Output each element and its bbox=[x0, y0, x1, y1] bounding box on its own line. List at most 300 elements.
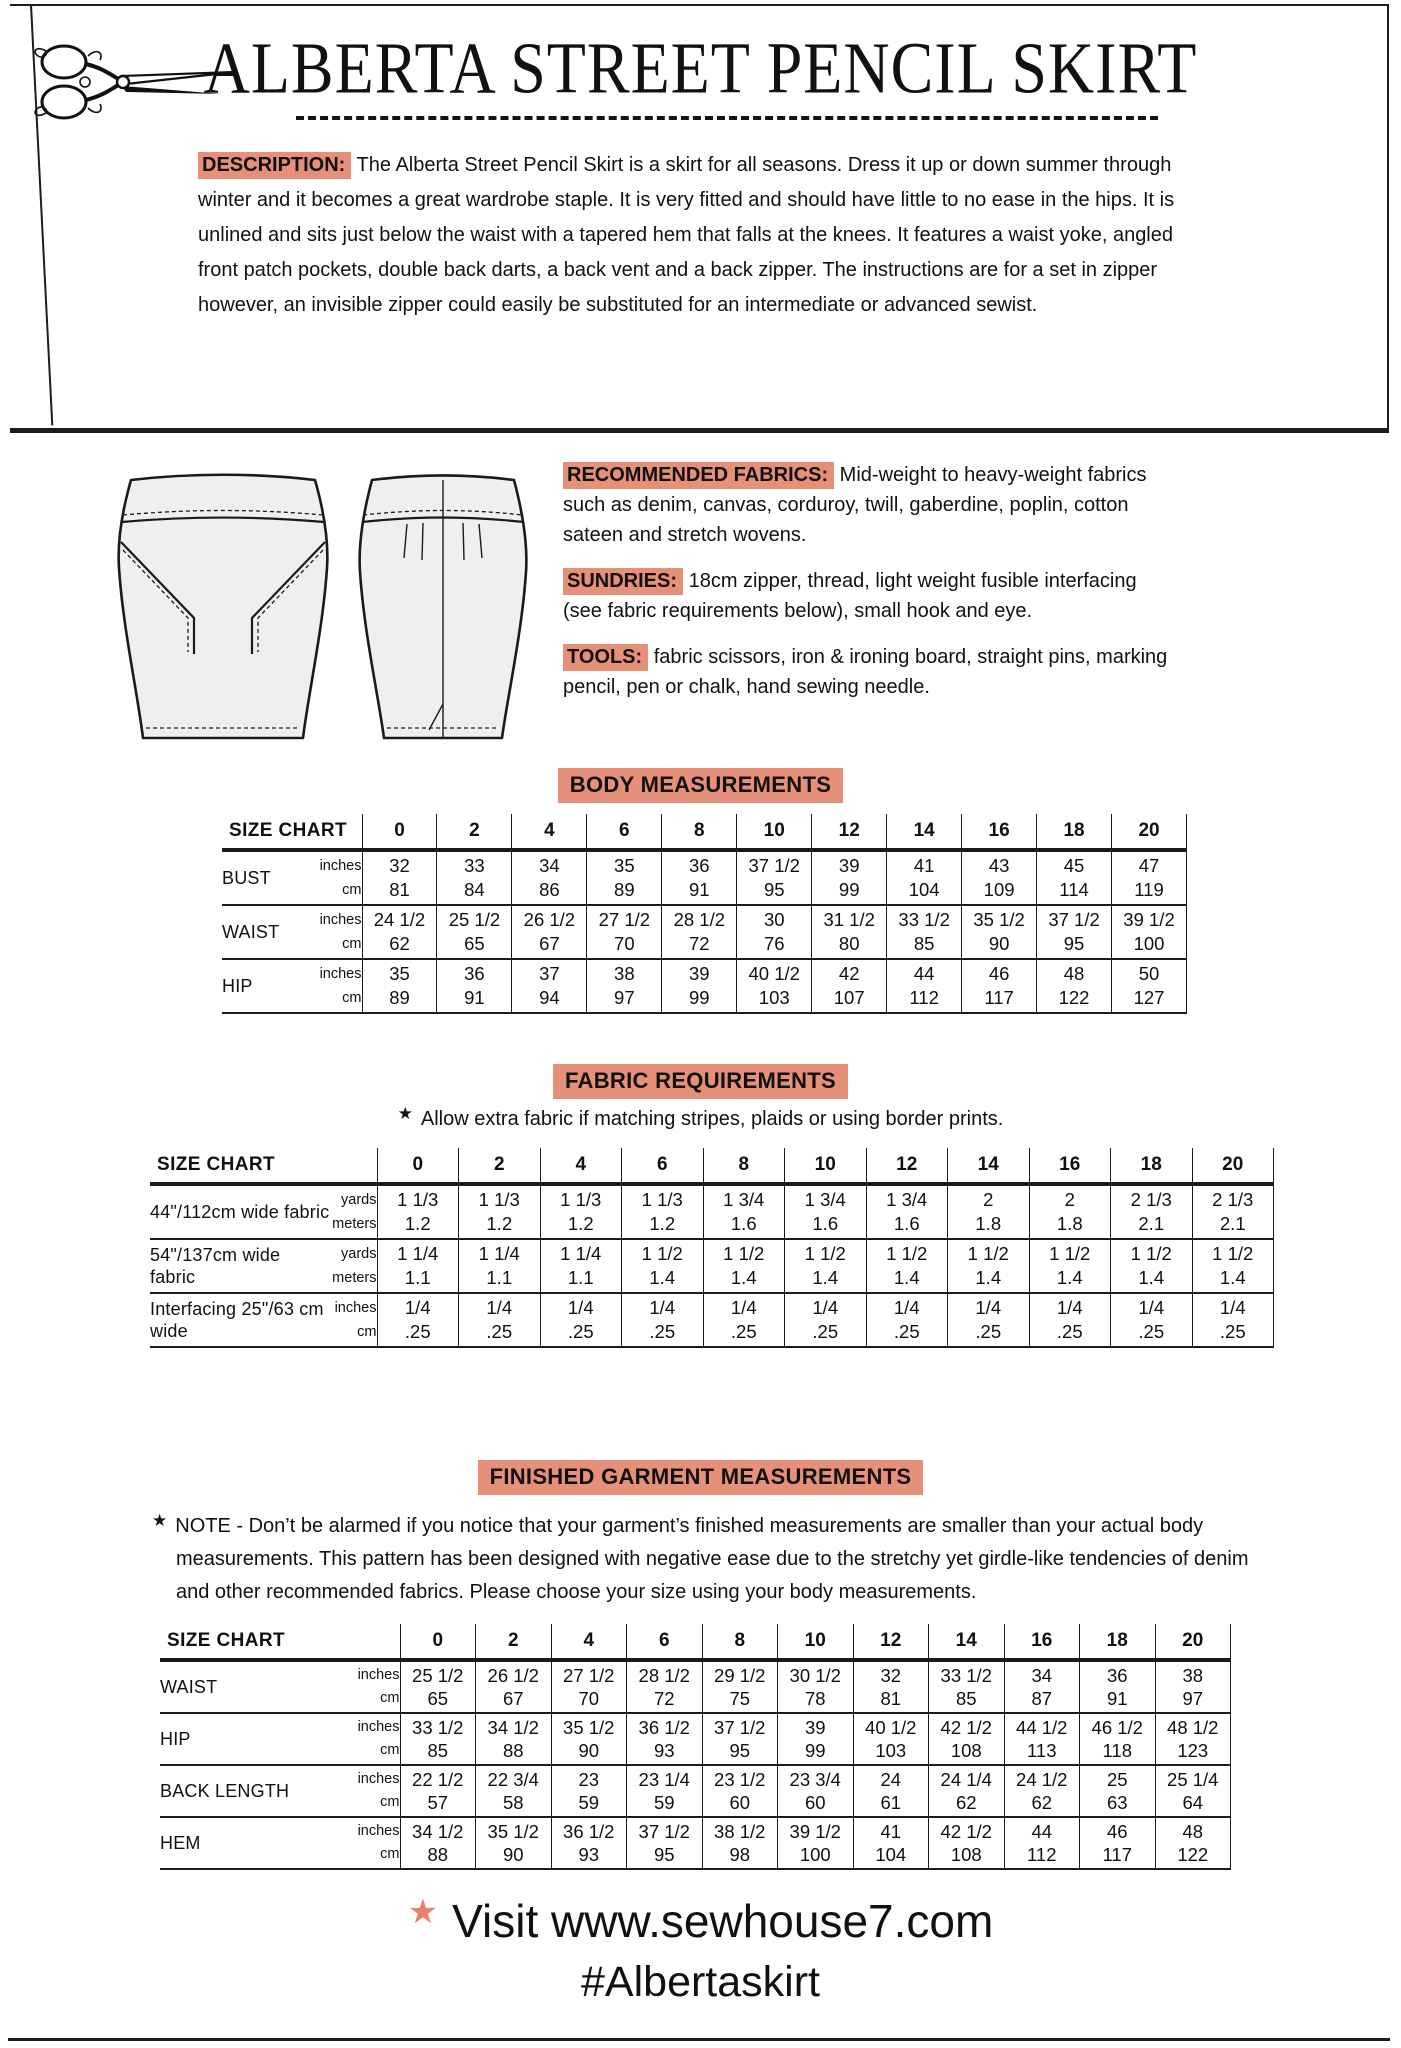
value-cell bbox=[1029, 1293, 1111, 1347]
value-cell bbox=[662, 850, 737, 905]
value-secondary: 95 bbox=[1063, 933, 1085, 954]
size-header-cell: 18 bbox=[1080, 1624, 1156, 1660]
value-cell bbox=[812, 905, 887, 959]
value-secondary: 72 bbox=[689, 933, 710, 954]
value-primary: 1/4 bbox=[893, 1297, 920, 1318]
table-row bbox=[222, 905, 1187, 959]
value-secondary: 1.4 bbox=[1138, 1267, 1165, 1288]
value-cell bbox=[622, 1293, 704, 1347]
value-primary: 37 1/2 bbox=[714, 1717, 766, 1738]
value-primary: 24 1/4 bbox=[940, 1769, 992, 1790]
value-secondary: 95 bbox=[763, 879, 785, 900]
value-secondary: 103 bbox=[875, 1740, 907, 1761]
size-chart-label: SIZE CHART bbox=[160, 1624, 400, 1660]
value-secondary: 112 bbox=[909, 987, 939, 1008]
value-cell bbox=[1037, 959, 1112, 1013]
value-primary: 1/4 bbox=[404, 1297, 431, 1318]
website-text: Visit www.sewhouse7.com bbox=[452, 1895, 994, 1947]
value-cell bbox=[627, 1817, 703, 1869]
value-primary: 39 bbox=[804, 1717, 826, 1738]
size-header-cell: 12 bbox=[853, 1624, 929, 1660]
value-primary: 1/4 bbox=[730, 1297, 757, 1318]
value-primary: 25 1/4 bbox=[1167, 1769, 1219, 1790]
value-secondary: 108 bbox=[950, 1740, 982, 1761]
value-primary: 1 1/2 bbox=[641, 1243, 683, 1264]
value-cell bbox=[887, 905, 962, 959]
value-primary: 23 3/4 bbox=[789, 1769, 841, 1790]
value-primary: 39 bbox=[838, 855, 860, 876]
value-secondary: 127 bbox=[1133, 987, 1165, 1008]
value-primary: 1/4 bbox=[1219, 1297, 1246, 1318]
value-cell bbox=[362, 905, 437, 959]
value-secondary: 85 bbox=[955, 1688, 977, 1709]
value-cell bbox=[702, 1660, 778, 1713]
value-primary: 41 bbox=[913, 855, 935, 876]
table-row bbox=[150, 1184, 1274, 1239]
unit-label: inches bbox=[357, 1667, 400, 1683]
value-primary: 2 bbox=[1064, 1189, 1075, 1210]
value-primary: 2 bbox=[983, 1189, 994, 1210]
value-primary: 47 bbox=[1138, 855, 1160, 876]
value-cell bbox=[540, 1184, 622, 1239]
size-header-cell: 8 bbox=[662, 814, 737, 850]
value-primary: 45 bbox=[1063, 855, 1085, 876]
sundries-label: SUNDRIES: bbox=[563, 568, 683, 595]
size-header-cell: 10 bbox=[737, 814, 812, 850]
recommended-fabrics-text: Mid-weight to heavy-weight fabrics such as denim, canvas, corduroy, twill, gaberdine, poplin, cotton sateen and stretch wovens. bbox=[563, 464, 1147, 546]
value-cell bbox=[459, 1239, 541, 1293]
value-secondary: 93 bbox=[578, 1844, 600, 1865]
value-cell bbox=[400, 1817, 476, 1869]
value-secondary: 1.6 bbox=[730, 1213, 757, 1234]
size-chart-label: SIZE CHART bbox=[150, 1148, 377, 1184]
value-secondary: .25 bbox=[1219, 1321, 1246, 1342]
value-cell bbox=[1112, 850, 1187, 905]
value-secondary: 57 bbox=[427, 1792, 449, 1813]
value-secondary: .25 bbox=[649, 1321, 676, 1342]
value-cell bbox=[1112, 905, 1187, 959]
value-secondary: 100 bbox=[1133, 933, 1165, 954]
value-secondary: .25 bbox=[1056, 1321, 1083, 1342]
finished-measurements-heading: FINISHED GARMENT MEASUREMENTS bbox=[478, 1460, 924, 1495]
value-secondary: 99 bbox=[804, 1740, 826, 1761]
size-header-cell: 16 bbox=[1029, 1148, 1111, 1184]
value-primary: 1 1/3 bbox=[397, 1189, 439, 1210]
value-secondary: 61 bbox=[880, 1792, 902, 1813]
value-primary: 46 bbox=[1106, 1821, 1128, 1842]
value-secondary: 95 bbox=[729, 1740, 751, 1761]
value-secondary: 97 bbox=[1182, 1688, 1204, 1709]
value-secondary: .25 bbox=[975, 1321, 1002, 1342]
body-measurements-heading: BODY MEASUREMENTS bbox=[558, 768, 843, 803]
value-cell bbox=[948, 1239, 1030, 1293]
value-secondary: .25 bbox=[567, 1321, 594, 1342]
value-secondary: 58 bbox=[502, 1792, 524, 1813]
value-secondary: 75 bbox=[729, 1688, 751, 1709]
value-primary: 36 bbox=[1106, 1665, 1128, 1686]
skirt-back-illustration bbox=[347, 466, 539, 752]
value-primary: 1 1/2 bbox=[1049, 1243, 1091, 1264]
size-header-cell: 2 bbox=[437, 814, 512, 850]
value-primary: 27 1/2 bbox=[563, 1665, 615, 1686]
value-secondary: 123 bbox=[1177, 1740, 1209, 1761]
value-cell bbox=[702, 1765, 778, 1817]
unit-label: yards bbox=[341, 1246, 377, 1262]
unit-label: inches bbox=[319, 912, 362, 928]
value-cell bbox=[459, 1184, 541, 1239]
value-cell bbox=[1192, 1293, 1274, 1347]
size-header-cell: 2 bbox=[459, 1148, 541, 1184]
size-header-cell: 16 bbox=[962, 814, 1037, 850]
value-primary: 38 bbox=[1182, 1665, 1204, 1686]
size-header-cell: 6 bbox=[622, 1148, 704, 1184]
tools-section bbox=[563, 642, 1179, 702]
value-primary: 34 bbox=[539, 855, 560, 876]
value-secondary: 1.2 bbox=[486, 1213, 513, 1234]
value-secondary: 1.1 bbox=[567, 1267, 594, 1288]
page-title: ALBERTA STREET PENCIL SKIRT bbox=[203, 27, 1198, 109]
value-cell bbox=[1111, 1293, 1193, 1347]
value-cell bbox=[662, 959, 737, 1013]
tools-label: TOOLS: bbox=[563, 644, 648, 671]
value-cell bbox=[459, 1293, 541, 1347]
value-secondary: 1.2 bbox=[404, 1213, 431, 1234]
unit-labels bbox=[330, 1184, 377, 1239]
value-cell bbox=[627, 1713, 703, 1765]
value-primary: 38 bbox=[614, 963, 635, 984]
value-secondary: .25 bbox=[486, 1321, 513, 1342]
value-primary: 1 1/3 bbox=[560, 1189, 602, 1210]
value-cell bbox=[866, 1293, 948, 1347]
value-cell bbox=[540, 1239, 622, 1293]
unit-labels bbox=[330, 1293, 377, 1347]
value-cell bbox=[662, 905, 737, 959]
value-primary: 25 bbox=[1106, 1769, 1128, 1790]
value-cell bbox=[512, 850, 587, 905]
value-secondary: 117 bbox=[984, 987, 1014, 1008]
table-row bbox=[222, 959, 1187, 1013]
unit-label: cm bbox=[357, 1324, 377, 1340]
value-cell bbox=[853, 1660, 929, 1713]
value-primary: 24 1/2 bbox=[1016, 1769, 1068, 1790]
value-secondary: 1.6 bbox=[893, 1213, 920, 1234]
skirt-front-illustration bbox=[110, 466, 336, 752]
value-cell bbox=[1111, 1239, 1193, 1293]
table-row bbox=[222, 850, 1187, 905]
size-header-cell: 0 bbox=[400, 1624, 476, 1660]
finished-measurements-heading-row bbox=[0, 1460, 1401, 1495]
value-primary: 2 1/3 bbox=[1212, 1189, 1254, 1210]
value-primary: 1 1/3 bbox=[478, 1189, 520, 1210]
value-cell bbox=[551, 1660, 627, 1713]
value-cell bbox=[929, 1765, 1005, 1817]
value-cell bbox=[948, 1184, 1030, 1239]
row-label: WAIST bbox=[160, 1677, 218, 1697]
size-header-cell: 18 bbox=[1111, 1148, 1193, 1184]
value-primary: 44 1/2 bbox=[1016, 1717, 1068, 1738]
table-row bbox=[160, 1713, 1231, 1765]
value-secondary: 90 bbox=[502, 1844, 524, 1865]
value-cell bbox=[476, 1713, 552, 1765]
value-cell bbox=[1037, 905, 1112, 959]
value-cell bbox=[627, 1765, 703, 1817]
value-secondary: 87 bbox=[1031, 1688, 1053, 1709]
fabric-note-text: Allow extra fabric if matching stripes, plaids or using border prints. bbox=[420, 1108, 1004, 1130]
table-header-row bbox=[222, 814, 1187, 850]
value-secondary: 85 bbox=[427, 1740, 449, 1761]
size-header-cell: 0 bbox=[377, 1148, 459, 1184]
value-cell bbox=[812, 850, 887, 905]
size-header-cell: 12 bbox=[866, 1148, 948, 1184]
value-secondary: 62 bbox=[389, 933, 410, 954]
value-cell bbox=[929, 1713, 1005, 1765]
unit-label: inches bbox=[357, 1771, 400, 1787]
unit-label: cm bbox=[380, 1846, 400, 1862]
sundries-section bbox=[563, 566, 1179, 626]
value-cell bbox=[703, 1184, 785, 1239]
row-label: HEM bbox=[160, 1833, 201, 1853]
value-secondary: 2.1 bbox=[1219, 1213, 1246, 1234]
value-cell bbox=[703, 1239, 785, 1293]
body-measurements-table bbox=[222, 814, 1187, 1014]
value-primary: 35 bbox=[614, 855, 635, 876]
table-header bbox=[222, 814, 1187, 850]
value-secondary: 109 bbox=[983, 879, 1015, 900]
value-primary: 48 bbox=[1063, 963, 1085, 984]
value-secondary: 98 bbox=[729, 1844, 751, 1865]
value-primary: 40 1/2 bbox=[865, 1717, 917, 1738]
finished-note-text: NOTE - Don’t be alarmed if you notice that your garment’s finished measurements are smaller than your actual body measurements. This pattern has been designed with negative ease due to the stretchy yet girdle-like tendencies of denim and other recommended fabrics. Please choose your size using your body measurements. bbox=[175, 1515, 1249, 1603]
value-cell bbox=[512, 959, 587, 1013]
value-primary: 27 1/2 bbox=[598, 909, 651, 930]
value-primary: 44 bbox=[1031, 1821, 1053, 1842]
value-primary: 38 1/2 bbox=[714, 1821, 766, 1842]
value-cell bbox=[703, 1293, 785, 1347]
value-primary: 46 bbox=[988, 963, 1010, 984]
value-secondary: 80 bbox=[838, 933, 860, 954]
value-primary: 28 1/2 bbox=[673, 909, 725, 930]
value-cell bbox=[437, 850, 512, 905]
value-cell bbox=[778, 1765, 854, 1817]
value-primary: 1 3/4 bbox=[804, 1189, 846, 1210]
value-cell bbox=[962, 850, 1037, 905]
value-cell bbox=[400, 1765, 476, 1817]
value-primary: 2 1/3 bbox=[1130, 1189, 1172, 1210]
value-cell bbox=[1112, 959, 1187, 1013]
size-header-cell: 4 bbox=[540, 1148, 622, 1184]
value-primary: 1 1/2 bbox=[967, 1243, 1009, 1264]
value-secondary: 2.1 bbox=[1138, 1213, 1165, 1234]
value-secondary: 89 bbox=[614, 879, 635, 900]
unit-labels bbox=[290, 1713, 400, 1765]
value-cell bbox=[1004, 1817, 1080, 1869]
value-cell bbox=[551, 1713, 627, 1765]
value-primary: 25 1/2 bbox=[412, 1665, 464, 1686]
value-secondary: 91 bbox=[1106, 1688, 1128, 1709]
value-cell bbox=[1029, 1184, 1111, 1239]
value-primary: 30 bbox=[763, 909, 785, 930]
value-cell bbox=[1004, 1765, 1080, 1817]
table-header bbox=[150, 1148, 1274, 1184]
value-secondary: 67 bbox=[502, 1688, 524, 1709]
tools-text: fabric scissors, iron & ironing board, straight pins, marking pencil, pen or chalk, hand sewing needle. bbox=[563, 646, 1168, 698]
value-secondary: 1.4 bbox=[730, 1267, 757, 1288]
value-cell bbox=[377, 1293, 459, 1347]
size-header-cell: 10 bbox=[778, 1624, 854, 1660]
value-cell bbox=[1192, 1184, 1274, 1239]
unit-label: cm bbox=[380, 1742, 400, 1758]
value-cell bbox=[853, 1817, 929, 1869]
size-header-cell: 4 bbox=[551, 1624, 627, 1660]
value-secondary: 113 bbox=[1027, 1740, 1057, 1761]
value-cell bbox=[737, 959, 812, 1013]
value-cell bbox=[551, 1765, 627, 1817]
value-secondary: 89 bbox=[389, 987, 410, 1008]
value-secondary: 1.4 bbox=[812, 1267, 839, 1288]
value-secondary: 1.1 bbox=[486, 1267, 513, 1288]
value-cell bbox=[362, 959, 437, 1013]
unit-labels bbox=[300, 959, 362, 1013]
value-primary: 48 1/2 bbox=[1167, 1717, 1219, 1738]
table-header bbox=[160, 1624, 1231, 1660]
value-secondary: .25 bbox=[404, 1321, 431, 1342]
value-primary: 1 1/4 bbox=[560, 1243, 602, 1264]
value-secondary: 91 bbox=[689, 879, 710, 900]
value-primary: 1 3/4 bbox=[723, 1189, 765, 1210]
value-secondary: 81 bbox=[880, 1688, 902, 1709]
value-secondary: 112 bbox=[1027, 1844, 1057, 1865]
value-cell bbox=[1155, 1660, 1231, 1713]
value-secondary: 90 bbox=[988, 933, 1010, 954]
value-secondary: 104 bbox=[875, 1844, 907, 1865]
value-secondary: .25 bbox=[893, 1321, 920, 1342]
value-cell bbox=[377, 1239, 459, 1293]
row-label: WAIST bbox=[222, 922, 280, 942]
value-secondary: 64 bbox=[1182, 1792, 1204, 1813]
value-cell bbox=[1192, 1239, 1274, 1293]
value-primary: 31 1/2 bbox=[823, 909, 875, 930]
value-cell bbox=[437, 959, 512, 1013]
value-primary: 22 1/2 bbox=[412, 1769, 464, 1790]
value-cell bbox=[962, 959, 1037, 1013]
value-cell bbox=[512, 905, 587, 959]
value-primary: 1 1/2 bbox=[886, 1243, 928, 1264]
value-cell bbox=[778, 1713, 854, 1765]
unit-label: inches bbox=[319, 966, 362, 982]
value-cell bbox=[1080, 1817, 1156, 1869]
value-cell bbox=[1155, 1817, 1231, 1869]
value-primary: 44 bbox=[913, 963, 935, 984]
star-icon: ★ bbox=[397, 1104, 413, 1123]
value-cell bbox=[887, 959, 962, 1013]
value-secondary: 118 bbox=[1102, 1740, 1132, 1761]
value-secondary: 107 bbox=[833, 987, 865, 1008]
value-cell bbox=[1111, 1184, 1193, 1239]
value-secondary: .25 bbox=[730, 1321, 757, 1342]
value-primary: 28 1/2 bbox=[638, 1665, 690, 1686]
value-cell bbox=[377, 1184, 459, 1239]
body-measurements-heading-row bbox=[0, 768, 1401, 803]
size-header-cell: 14 bbox=[929, 1624, 1005, 1660]
fabric-requirements-heading-row bbox=[0, 1064, 1401, 1099]
size-header-cell: 20 bbox=[1155, 1624, 1231, 1660]
fabric-requirements-table bbox=[150, 1148, 1274, 1348]
unit-labels bbox=[290, 1660, 400, 1713]
value-cell bbox=[437, 905, 512, 959]
value-primary: 33 1/2 bbox=[898, 909, 950, 930]
value-secondary: 60 bbox=[729, 1792, 751, 1813]
hashtag-text: #Albertaskirt bbox=[581, 1958, 820, 2006]
value-cell bbox=[400, 1660, 476, 1713]
value-primary: 1 1/2 bbox=[723, 1243, 765, 1264]
value-cell bbox=[476, 1765, 552, 1817]
value-primary: 29 1/2 bbox=[714, 1665, 766, 1686]
unit-label: inches bbox=[319, 858, 362, 874]
value-cell bbox=[476, 1817, 552, 1869]
value-primary: 33 bbox=[464, 855, 485, 876]
description-label: DESCRIPTION: bbox=[198, 152, 351, 179]
value-cell bbox=[587, 850, 662, 905]
value-secondary: 99 bbox=[838, 879, 860, 900]
value-secondary: 94 bbox=[539, 987, 560, 1008]
value-secondary: 65 bbox=[427, 1688, 449, 1709]
value-secondary: 93 bbox=[653, 1740, 675, 1761]
fabric-note bbox=[0, 1104, 1401, 1131]
value-primary: 1/4 bbox=[486, 1297, 513, 1318]
value-secondary: 1.6 bbox=[812, 1213, 839, 1234]
value-secondary: 78 bbox=[804, 1688, 826, 1709]
value-secondary: 1.4 bbox=[975, 1267, 1002, 1288]
value-secondary: 1.8 bbox=[975, 1213, 1002, 1234]
value-cell bbox=[737, 905, 812, 959]
value-primary: 23 1/2 bbox=[714, 1769, 766, 1790]
value-secondary: 85 bbox=[913, 933, 935, 954]
table-row bbox=[160, 1765, 1231, 1817]
value-cell bbox=[1004, 1713, 1080, 1765]
sundries-text: 18cm zipper, thread, light weight fusible interfacing (see fabric requirements below), small hook and eye. bbox=[563, 570, 1137, 622]
value-secondary: 86 bbox=[539, 879, 560, 900]
value-cell bbox=[1029, 1239, 1111, 1293]
value-cell bbox=[929, 1817, 1005, 1869]
star-icon: ★ bbox=[152, 1511, 168, 1530]
size-header-cell: 2 bbox=[476, 1624, 552, 1660]
unit-label: cm bbox=[342, 936, 362, 952]
size-header-cell: 16 bbox=[1004, 1624, 1080, 1660]
value-secondary: 1.8 bbox=[1056, 1213, 1083, 1234]
row-label: BACK LENGTH bbox=[160, 1781, 290, 1801]
value-primary: 36 bbox=[689, 855, 710, 876]
value-cell bbox=[587, 905, 662, 959]
value-cell bbox=[362, 850, 437, 905]
value-secondary: 95 bbox=[653, 1844, 675, 1865]
value-cell bbox=[929, 1660, 1005, 1713]
value-cell bbox=[785, 1293, 867, 1347]
info-column bbox=[563, 460, 1179, 718]
value-primary: 35 1/2 bbox=[973, 909, 1025, 930]
value-primary: 41 bbox=[880, 1821, 902, 1842]
description-paragraph bbox=[198, 148, 1200, 323]
size-header-cell: 10 bbox=[785, 1148, 867, 1184]
row-label: HIP bbox=[222, 976, 253, 996]
size-header-cell: 18 bbox=[1037, 814, 1112, 850]
value-secondary: 70 bbox=[578, 1688, 600, 1709]
size-header-cell: 14 bbox=[948, 1148, 1030, 1184]
value-cell bbox=[551, 1817, 627, 1869]
value-primary: 24 1/2 bbox=[373, 909, 426, 930]
value-secondary: 81 bbox=[389, 879, 410, 900]
value-primary: 24 bbox=[880, 1769, 902, 1790]
value-secondary: 1.4 bbox=[1219, 1267, 1246, 1288]
